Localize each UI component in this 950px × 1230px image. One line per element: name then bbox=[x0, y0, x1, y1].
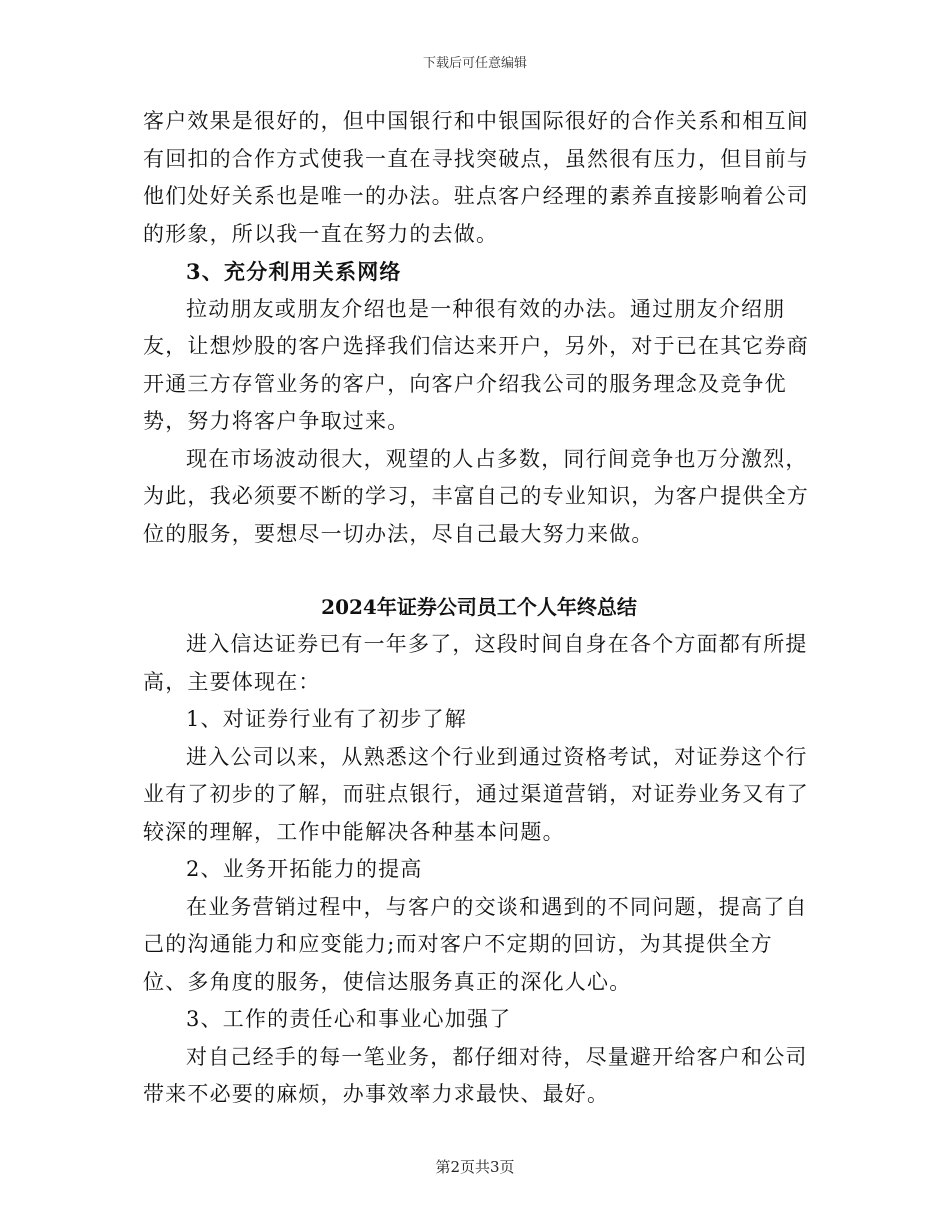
paragraph: 客户效果是很好的，但中国银行和中银国际很好的合作关系和相互间有回扣的合作方式使我一直在寻找突破点，虽然很有压力，但目前与他们处好关系也是唯一的办法。驻点客户经理的素养直接影响着公司的形象，所以我一直在努力的去做。 bbox=[143, 109, 809, 246]
paragraph: 对自己经手的每一笔业务，都仔细对待，尽量避开给客户和公司带来不必要的麻烦，办事效率力求最快、最好。 bbox=[143, 1044, 808, 1106]
section-heading: 3、充分利用关系网络 bbox=[186, 259, 402, 284]
spacer bbox=[143, 553, 815, 589]
document-body bbox=[143, 103, 815, 1114]
page-header: 下载后可任意编辑 bbox=[422, 56, 527, 71]
paragraph: 现在市场波动很大，观望的人占多数，同行间竞争也万分激烈，为此，我必须要不断的学习，丰富自己的专业知识，为客户提供全方位的服务，要想尽一切办法，尽自己最大努力来做。 bbox=[143, 446, 809, 546]
paragraph: 进入信达证券已有一年多了，这段时间自身在各个方面都有所提高，主要体现在： bbox=[143, 632, 808, 694]
document-title: 2024年证券公司员工个人年终总结 bbox=[321, 595, 637, 619]
section-heading: 3、工作的责任心和事业心加强了 bbox=[186, 1007, 512, 1031]
paragraph: 进入公司以来，从熟悉这个行业到通过资格考试，对证券这个行业有了初步的了解，而驻点银行，通过渠道营销，对证券业务又有了较深的理解，工作中能解决各种基本问题。 bbox=[143, 744, 809, 844]
section-heading: 2、业务开拓能力的提高 bbox=[186, 857, 423, 881]
paragraph: 在业务营销过程中，与客户的交谈和遇到的不同问题，提高了自己的沟通能力和应变能力;而对客户不定期的回访，为其提供全方位、多角度的服务，使信达服务真正的深化人心。 bbox=[143, 894, 808, 994]
section-heading: 1、对证券行业有了初步了解 bbox=[186, 707, 467, 731]
paragraph: 拉动朋友或朋友介绍也是一种很有效的办法。通过朋友介绍朋友，让想炒股的客户选择我们信达来开户，另外，对于已在其它券商开通三方存管业务的客户，向客户介绍我公司的服务理念及竞争优势，努力将客户争取过来。 bbox=[143, 296, 809, 433]
page-footer: 第2页共3页 bbox=[435, 1158, 515, 1176]
